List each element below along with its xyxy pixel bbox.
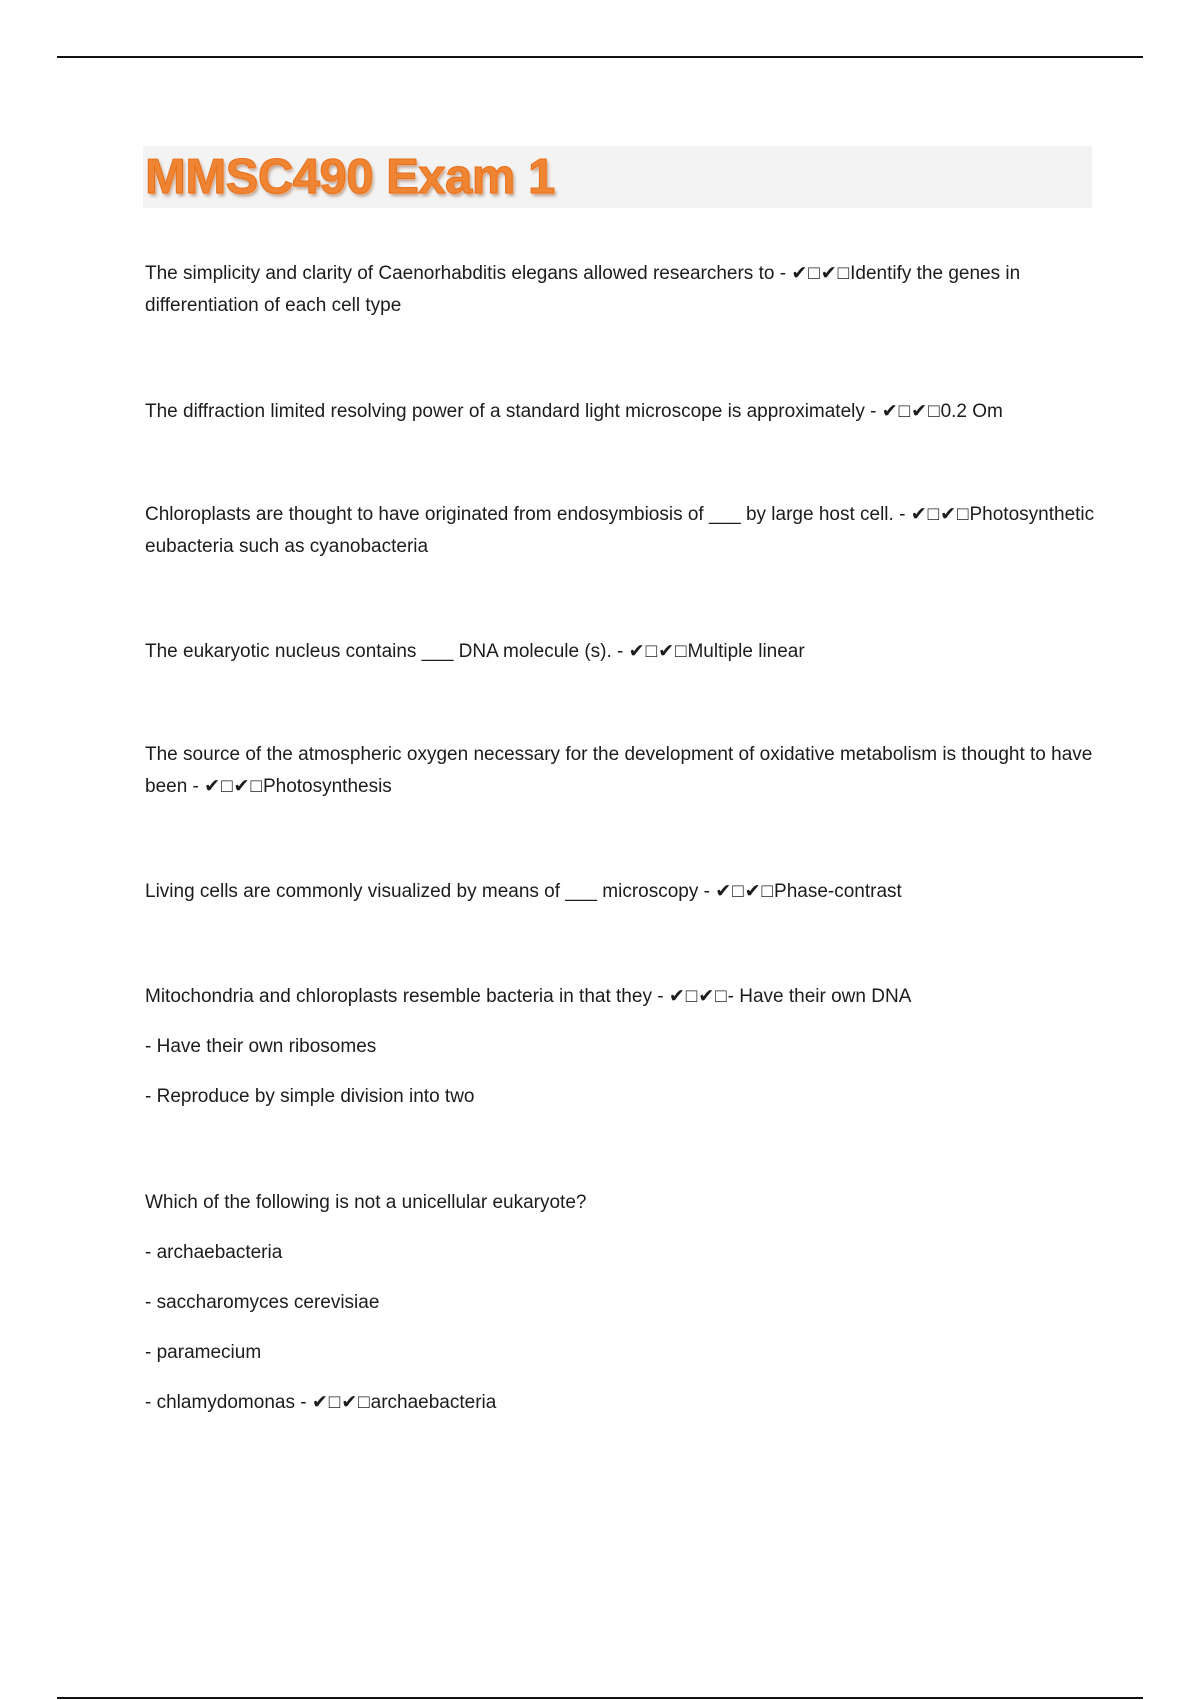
answer-text: archaebacteria (370, 1392, 497, 1413)
qa-item-5 (145, 739, 1095, 803)
option-line: - saccharomyces cerevisiae (145, 1292, 380, 1313)
question-text: The source of the atmospheric oxygen necessary for the development of oxidative metabolism is thought to have been - (145, 744, 1093, 797)
qa-text (145, 396, 1095, 428)
option-line (145, 1387, 1095, 1419)
question-text: Living cells are commonly visualized by means of ___ microscopy - (145, 881, 710, 902)
answer-line: - Reproduce by simple division into two (145, 1086, 475, 1107)
qa-item-7 (145, 981, 1095, 1113)
document-title: MMSC490 Exam 1 (145, 150, 555, 204)
qa-item-6 (145, 876, 1095, 908)
question-text: Which of the following is not a unicellular eukaryote? (145, 1192, 587, 1213)
answer-text: Phase-contrast (774, 881, 902, 902)
check-marker-icon: ✔□✔□ (791, 263, 851, 284)
qa-item-1 (145, 258, 1095, 322)
qa-text (145, 499, 1095, 563)
answer-text: 0.2 Om (940, 401, 1003, 422)
answer-text: Identify the genes in differentiation of each cell type (145, 263, 1021, 316)
option-line: - paramecium (145, 1342, 262, 1363)
qa-text (145, 981, 1095, 1013)
check-marker-icon: ✔□✔□ (311, 1392, 371, 1413)
bottom-rule (57, 1697, 1143, 1699)
qa-text (145, 258, 1095, 322)
qa-item-2 (145, 396, 1095, 428)
check-marker-icon: ✔□✔□ (715, 881, 775, 902)
question-text: Mitochondria and chloroplasts resemble bacteria in that they - (145, 986, 664, 1007)
qa-text (145, 636, 1095, 668)
check-marker-icon: ✔□✔□ (204, 776, 263, 797)
check-marker-icon: ✔□✔□ (881, 401, 941, 422)
qa-item-3 (145, 499, 1095, 563)
answer-text: Photosynthetic eubacteria such as cyanobacteria (145, 504, 1095, 557)
qa-item-8 (145, 1187, 1095, 1419)
question-text: The simplicity and clarity of Caenorhabditis elegans allowed researchers to - (145, 263, 787, 284)
question-text: Chloroplasts are thought to have originated from endosymbiosis of ___ by large host cell. - (145, 504, 906, 525)
option-text: - chlamydomonas - (145, 1392, 307, 1413)
qa-text (145, 739, 1095, 803)
answer-text: - Have their own DNA (727, 986, 912, 1007)
check-marker-icon: ✔□✔□ (910, 504, 970, 525)
answer-line: - Have their own ribosomes (145, 1036, 377, 1057)
check-marker-icon: ✔□✔□ (628, 641, 688, 662)
question-text: The diffraction limited resolving power of a standard light microscope is approximately - (145, 401, 877, 422)
check-marker-icon: ✔□✔□ (668, 986, 728, 1007)
answer-text: Photosynthesis (262, 776, 392, 797)
qa-text (145, 876, 1095, 908)
top-rule (57, 56, 1143, 58)
question-text: The eukaryotic nucleus contains ___ DNA molecule (s). - (145, 641, 624, 662)
answer-text: Multiple linear (687, 641, 805, 662)
qa-item-4 (145, 636, 1095, 668)
option-line: - archaebacteria (145, 1242, 283, 1263)
